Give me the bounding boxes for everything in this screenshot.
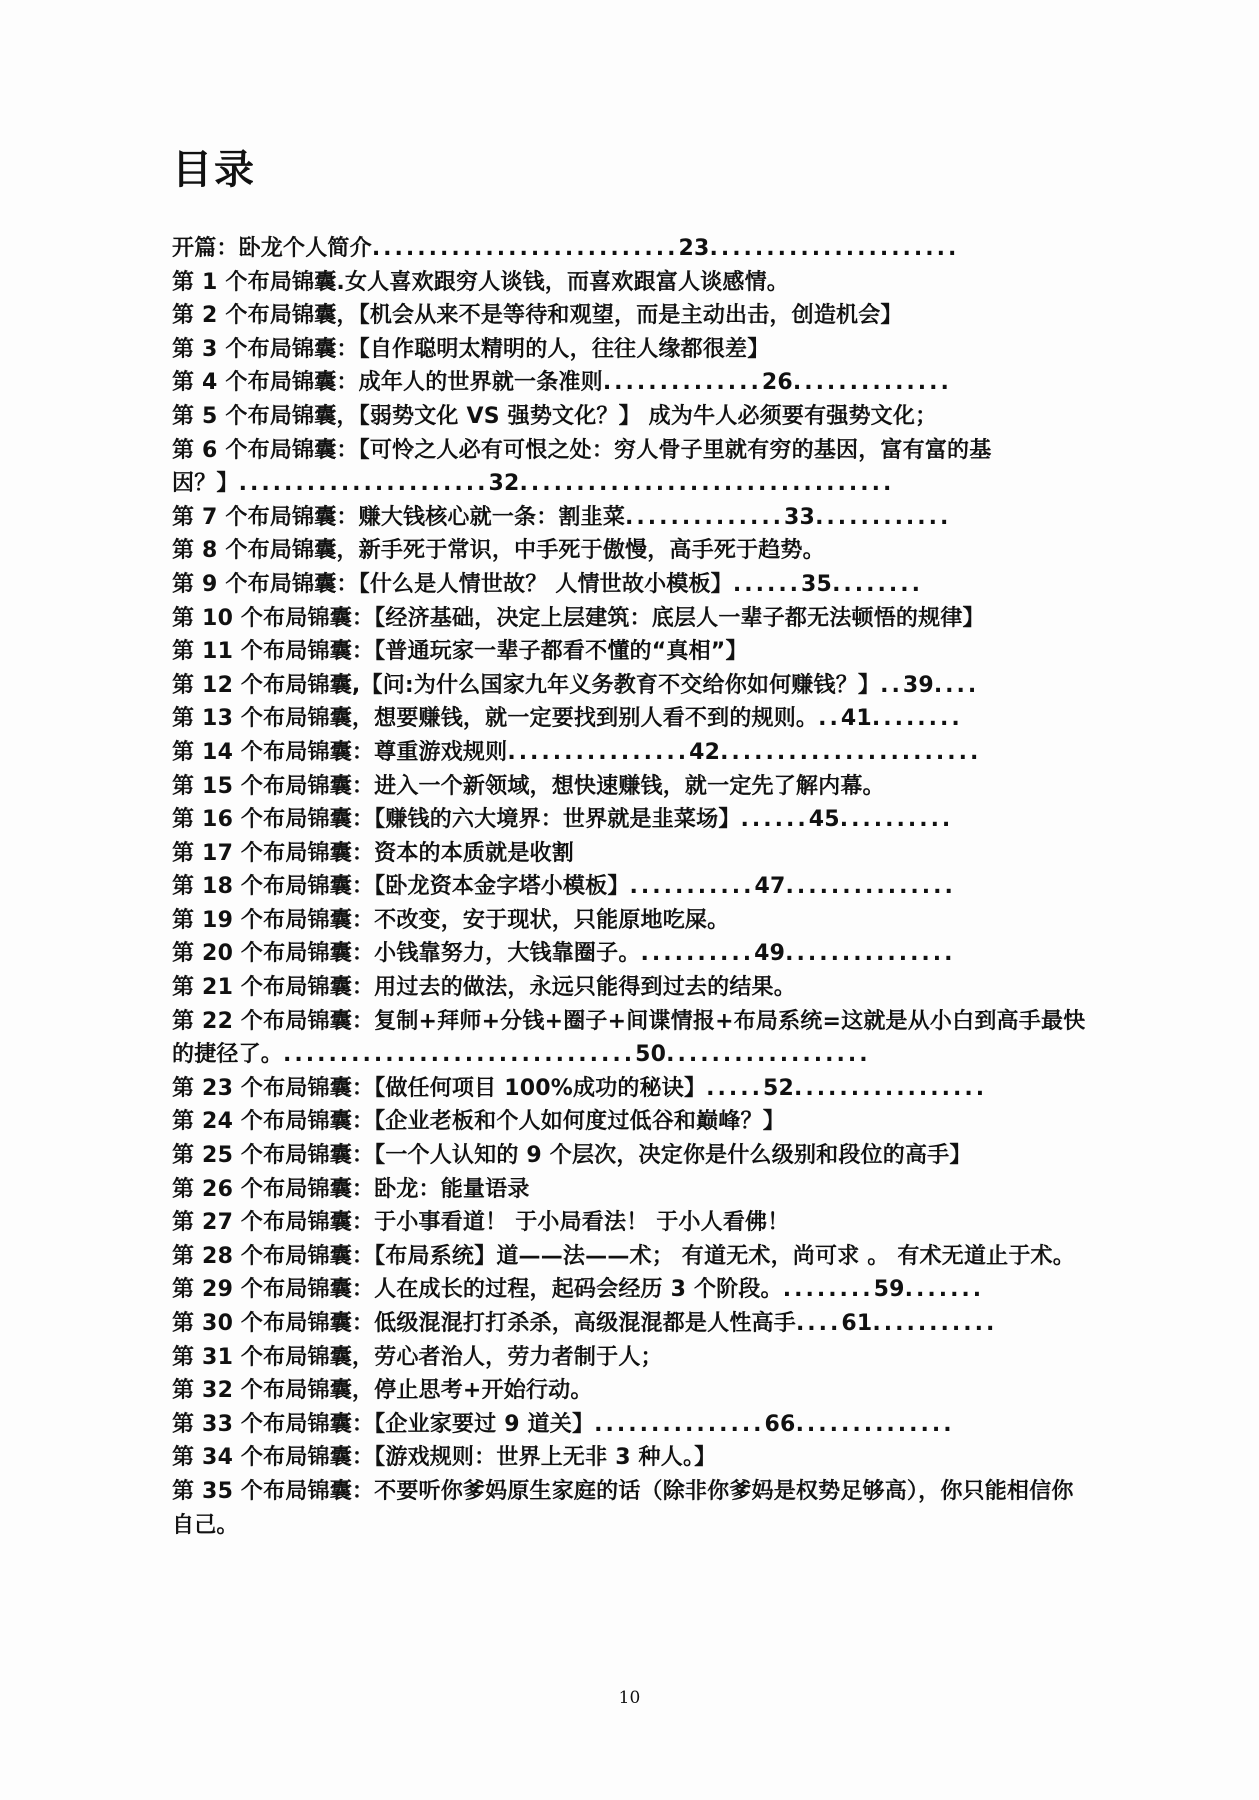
toc-entry[interactable] (172, 669, 1087, 703)
toc-entry[interactable] (172, 904, 1087, 938)
toc-dot-leader-trailing: ....................... (720, 739, 982, 765)
toc-entry[interactable] (172, 1105, 1087, 1139)
toc-dot-leader: .. (818, 706, 841, 732)
toc-page-number: 26 (761, 370, 793, 396)
toc-entry[interactable] (172, 299, 1087, 333)
toc-entry-title: 第 28 个布局锦囊：【布局系统】道——法——术； 有道无术，尚可求 。 有术无道止于术。 (172, 1243, 1075, 1269)
page-number: 10 (618, 1688, 641, 1708)
toc-dot-leader-trailing: ........... (872, 1311, 998, 1336)
toc-entry[interactable] (172, 1408, 1087, 1442)
toc-entry-title: 第 1 个布局锦囊.女人喜欢跟穷人谈钱，而喜欢跟富人谈感情。 (172, 269, 789, 295)
toc-entry[interactable] (172, 232, 1087, 266)
toc-page-number: 23 (678, 236, 710, 261)
toc-dot-leader: ...... (740, 807, 809, 833)
toc-page-number: 66 (764, 1411, 796, 1437)
toc-page-number: 41 (840, 706, 872, 732)
toc-entry-title: 第 16 个布局锦囊：【赚钱的六大境界：世界就是韭菜场】 (172, 807, 741, 833)
toc-dot-leader: ............................... (283, 1042, 636, 1068)
toc-dot-leader: ..... (706, 1075, 763, 1101)
toc-entry-title: 第 9 个布局锦囊：【什么是人情世故？ 人情世故小模板】 (172, 571, 733, 597)
toc-dot-leader: ........................... (371, 236, 679, 261)
toc-dot-leader: .... (795, 1311, 842, 1336)
toc-dot-leader-trailing: ................. (793, 1075, 988, 1101)
toc-entry-title: 第 19 个布局锦囊：不改变，安于现状，只能原地吃屎。 (172, 907, 730, 933)
toc-entry[interactable] (172, 1173, 1087, 1207)
toc-entry-title: 第 33 个布局锦囊：【企业家要过 9 道关】 (172, 1411, 595, 1437)
page-title: 目录 (172, 147, 256, 193)
toc-entry-title: 第 5 个布局锦囊，【弱势文化 VS 强势文化？】 成为牛人必须要有强势文化； (172, 403, 938, 429)
toc-entry[interactable] (172, 501, 1087, 535)
toc-dot-leader: ........... (629, 874, 755, 900)
toc-dot-leader-trailing: ....... (904, 1277, 985, 1303)
toc-entry[interactable] (172, 400, 1087, 434)
toc-entry[interactable] (172, 333, 1087, 367)
toc-page-number: 33 (784, 504, 816, 530)
toc-dot-leader-trailing: ........ (871, 706, 963, 732)
toc-entry-title: 第 12 个布局锦囊,【问:为什么国家九年义务教育不交给你如何赚钱？】 (172, 672, 881, 698)
toc-entry[interactable] (172, 837, 1087, 871)
toc-dot-leader: .. (880, 672, 903, 698)
toc-dot-leader-trailing: ............... (785, 941, 956, 967)
toc-entry-title: 第 7 个布局锦囊：赚大钱核心就一条：割韭菜 (172, 504, 626, 530)
toc-entry-title: 第 35 个布局锦囊：不要听你爹妈原生家庭的话（除非你爹妈是权势足够高），你只能相信你自己。 (172, 1478, 1074, 1538)
toc-entry[interactable] (172, 1475, 1087, 1542)
toc-page-number: 42 (689, 739, 721, 765)
toc-dot-leader-trailing: ............ (815, 504, 952, 530)
toc-entry-title: 第 15 个布局锦囊：进入一个新领域，想快速赚钱，就一定先了解内幕。 (172, 773, 885, 799)
toc-entry-title: 第 6 个布局锦囊：【可怜之人必有可恨之处：穷人骨子里就有穷的基因，富有富的基因？】 (172, 437, 992, 497)
toc-dot-leader-trailing: .... (933, 672, 980, 698)
toc-dot-leader: ........ (782, 1277, 874, 1303)
toc-entry-title: 第 22 个布局锦囊：复制+拜师+分钱+圈子+间谍情报+布局系统=这就是从小白到高手最快的捷径了。 (172, 1008, 1086, 1068)
toc-entry[interactable] (172, 1005, 1087, 1072)
toc-entry[interactable] (172, 770, 1087, 804)
toc-entry-title: 开篇：卧龙个人简介 (172, 236, 372, 261)
toc-entry-title: 第 26 个布局锦囊：卧龙：能量语录 (172, 1176, 530, 1202)
toc-entry-title: 第 34 个布局锦囊：【游戏规则：世界上无非 3 种人。】 (172, 1445, 717, 1471)
toc-entry[interactable] (172, 736, 1087, 770)
toc-entry-title: 第 27 个布局锦囊：于小事看道！ 于小局看法！ 于小人看佛！ (172, 1210, 790, 1236)
toc-entry-title: 第 14 个布局锦囊：尊重游戏规则 (172, 739, 508, 765)
toc-entry[interactable] (172, 971, 1087, 1005)
toc-page-number: 35 (801, 571, 833, 597)
toc-entry[interactable] (172, 1307, 1087, 1341)
toc-entry[interactable] (172, 534, 1087, 568)
toc-dot-leader-trailing: .............. (795, 1411, 955, 1437)
toc-entry-title: 第 2 个布局锦囊，【机会从来不是等待和观望，而是主动出击，创造机会】 (172, 303, 903, 329)
toc-entry[interactable] (172, 1441, 1087, 1475)
toc-entry[interactable] (172, 1273, 1087, 1307)
toc-entry-title: 第 25 个布局锦囊：【一个人认知的 9 个层次，决定你是什么级别和段位的高手】 (172, 1143, 972, 1169)
toc-entry-title: 第 4 个布局锦囊：成年人的世界就一条准则 (172, 370, 603, 396)
toc-entry-title: 第 31 个布局锦囊，劳心者治人，劳力者制于人； (172, 1344, 663, 1370)
toc-entry[interactable] (172, 1374, 1087, 1408)
toc-entry[interactable] (172, 803, 1087, 837)
toc-page-number: 49 (754, 941, 786, 967)
toc-entry[interactable] (172, 1206, 1087, 1240)
toc-dot-leader: ................ (507, 739, 690, 765)
toc-entry-title: 第 8 个布局锦囊，新手死于常识，中手死于傲慢，高手死于趋势。 (172, 538, 825, 564)
toc-page-number: 50 (635, 1042, 667, 1068)
toc-entry-title: 第 29 个布局锦囊：人在成长的过程，起码会经历 3 个阶段。 (172, 1277, 783, 1303)
toc-entry[interactable] (172, 937, 1087, 971)
toc-dot-leader: ...................... (238, 471, 489, 497)
toc-entry-title: 第 23 个布局锦囊：【做任何项目 100%成功的秘诀】 (172, 1075, 707, 1101)
toc-page-number: 45 (808, 807, 840, 833)
toc-dot-leader-trailing: .......... (839, 807, 954, 833)
toc-entry-title: 第 3 个布局锦囊：【自作聪明太精明的人，往往人缘都很差】 (172, 336, 770, 362)
toc-entry[interactable] (172, 366, 1087, 400)
toc-entry[interactable] (172, 702, 1087, 736)
toc-entry[interactable] (172, 1072, 1087, 1106)
toc-entry[interactable] (172, 434, 1087, 501)
toc-entry-title: 第 20 个布局锦囊：小钱靠努力，大钱靠圈子。 (172, 941, 641, 967)
toc-page-number: 47 (754, 874, 786, 900)
toc-entry-title: 第 32 个布局锦囊，停止思考+开始行动。 (172, 1378, 593, 1404)
toc-dot-leader: .......... (640, 941, 755, 967)
toc-entry[interactable] (172, 635, 1087, 669)
toc-entry-title: 第 18 个布局锦囊：【卧龙资本金字塔小模板】 (172, 874, 630, 900)
toc-page-number: 39 (902, 672, 934, 698)
toc-dot-leader-trailing: .................. (666, 1042, 871, 1068)
toc-entry-title: 第 24 个布局锦囊：【企业老板和个人如何度过低谷和巅峰？】 (172, 1109, 785, 1135)
toc-entry-title: 第 13 个布局锦囊，想要赚钱，就一定要找到别人看不到的规则。 (172, 706, 819, 732)
toc-dot-leader: .............. (625, 504, 785, 530)
toc-dot-leader-trailing: ........ (832, 571, 923, 597)
toc-entry[interactable] (172, 266, 1087, 300)
toc-entry[interactable] (172, 1341, 1087, 1375)
toc-entry-title: 第 10 个布局锦囊：【经济基础，决定上层建筑：底层人一辈子都无法顿悟的规律】 (172, 605, 985, 631)
toc-entry-title: 第 21 个布局锦囊：用过去的做法，永远只能得到过去的结果。 (172, 975, 796, 1001)
toc-entry[interactable] (172, 1240, 1087, 1274)
toc-dot-leader-trailing: .............. (792, 370, 952, 396)
toc-entry-title: 第 30 个布局锦囊：低级混混打打杀杀，高级混混都是人性高手 (172, 1311, 796, 1336)
toc-dot-leader: ...... (732, 571, 802, 597)
toc-page-number: 32 (488, 471, 520, 497)
toc-dot-leader-trailing: ...................... (709, 236, 960, 261)
toc-dot-leader: ............... (594, 1411, 765, 1437)
toc-entry[interactable] (172, 602, 1087, 636)
toc-dot-leader: .............. (602, 370, 762, 396)
toc-entry[interactable] (172, 870, 1087, 904)
toc-entry[interactable] (172, 1139, 1087, 1173)
toc-entry-title: 第 17 个布局锦囊：资本的本质就是收割 (172, 840, 574, 866)
toc-dot-leader-trailing: ................................. (519, 471, 895, 497)
toc-page-number: 59 (873, 1277, 905, 1303)
table-of-contents (172, 232, 1087, 1542)
toc-dot-leader-trailing: ............... (785, 874, 956, 900)
toc-page-number: 52 (762, 1075, 794, 1101)
toc-page-number: 61 (841, 1311, 873, 1336)
toc-entry[interactable] (172, 568, 1087, 602)
toc-entry-title: 第 11 个布局锦囊：【普通玩家一辈子都看不懂的“真相”】 (172, 639, 748, 665)
